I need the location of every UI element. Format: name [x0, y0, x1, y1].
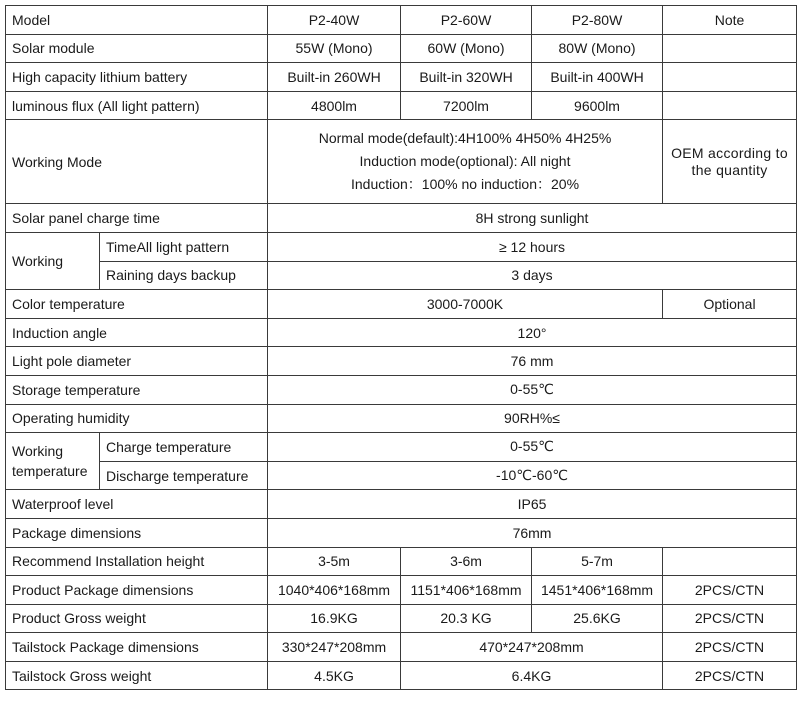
tailstock-weight-label: Tailstock Gross weight [6, 661, 268, 690]
package-dims-label: Package dimensions [6, 518, 268, 547]
working-row-1 [6, 232, 797, 261]
working-rain-label: Raining days backup [100, 261, 268, 290]
tailstock-package-label: Tailstock Package dimensions [6, 633, 268, 662]
charge-temp-label: Charge temperature [100, 433, 268, 462]
working-mode-label: Working Mode [6, 120, 268, 204]
tailstock-package-p60-p80: 470*247*208mm [401, 633, 663, 662]
waterproof-value: IP65 [268, 490, 797, 519]
product-weight-note: 2PCS/CTN [663, 604, 797, 633]
install-height-p40: 3-5m [268, 547, 401, 576]
working-mode-note [663, 120, 797, 204]
solar-module-label: Solar module [6, 34, 268, 63]
package-dims-value: 76mm [268, 518, 797, 547]
flux-p60: 7200lm [401, 91, 532, 120]
battery-note [663, 63, 797, 92]
discharge-temp-value: -10℃-60℃ [268, 461, 797, 490]
charge-time-label: Solar panel charge time [6, 204, 268, 233]
install-height-label: Recommend Installation height [6, 547, 268, 576]
oem-note: OEM according to the quantity [671, 144, 788, 178]
header-note: Note [663, 6, 797, 35]
discharge-temp-label: Discharge temperature [100, 461, 268, 490]
induction-angle-row [6, 318, 797, 347]
working-mode-value [268, 120, 663, 204]
working-temp-label: Working temperature [6, 433, 100, 490]
working-temp-row-2 [6, 461, 797, 490]
tailstock-weight-p60-p80: 6.4KG [401, 661, 663, 690]
product-package-row [6, 576, 797, 605]
color-temp-row [6, 290, 797, 319]
tailstock-weight-note: 2PCS/CTN [663, 661, 797, 690]
waterproof-label: Waterproof level [6, 490, 268, 519]
install-height-row [6, 547, 797, 576]
waterproof-row [6, 490, 797, 519]
flux-p80: 9600lm [532, 91, 663, 120]
product-weight-p40: 16.9KG [268, 604, 401, 633]
color-temp-note: Optional [663, 290, 797, 319]
product-weight-row [6, 604, 797, 633]
humidity-row [6, 404, 797, 433]
flux-p40: 4800lm [268, 91, 401, 120]
solar-module-row [6, 34, 797, 63]
flux-row [6, 91, 797, 120]
pole-diameter-row [6, 347, 797, 376]
product-package-p60: 1151*406*168mm [401, 576, 532, 605]
product-weight-label: Product Gross weight [6, 604, 268, 633]
battery-p80: Built-in 400WH [532, 63, 663, 92]
tailstock-package-row [6, 633, 797, 662]
tailstock-package-note: 2PCS/CTN [663, 633, 797, 662]
charge-time-row [6, 204, 797, 233]
working-mode-line-3: Induction：100% no induction：20% [350, 176, 580, 193]
product-package-p80: 1451*406*168mm [532, 576, 663, 605]
package-dims-row [6, 518, 797, 547]
tailstock-weight-row [6, 661, 797, 690]
install-height-p80: 5-7m [532, 547, 663, 576]
charge-time-value: 8H strong sunlight [268, 204, 797, 233]
battery-row [6, 63, 797, 92]
induction-angle-label: Induction angle [6, 318, 268, 347]
working-mode-row [6, 120, 797, 204]
working-temp-row-1 [6, 433, 797, 462]
induction-angle-value: 120° [268, 318, 797, 347]
product-weight-p60: 20.3 KG [401, 604, 532, 633]
storage-temp-value: 0-55℃ [268, 375, 797, 404]
header-p2-40w: P2-40W [268, 6, 401, 35]
charge-temp-value: 0-55℃ [268, 433, 797, 462]
install-height-note [663, 547, 797, 576]
battery-p40: Built-in 260WH [268, 63, 401, 92]
pole-diameter-label: Light pole diameter [6, 347, 268, 376]
tailstock-package-p40: 330*247*208mm [268, 633, 401, 662]
humidity-value: 90RH%≤ [268, 404, 797, 433]
tailstock-weight-p40: 4.5KG [268, 661, 401, 690]
solar-module-note [663, 34, 797, 63]
storage-temp-row [6, 375, 797, 404]
solar-module-p80: 80W (Mono) [532, 34, 663, 63]
working-time-value: ≥ 12 hours [268, 232, 797, 261]
flux-note [663, 91, 797, 120]
header-p2-60w: P2-60W [401, 6, 532, 35]
working-label: Working [6, 232, 100, 289]
header-p2-80w: P2-80W [532, 6, 663, 35]
color-temp-label: Color temperature [6, 290, 268, 319]
header-model: Model [6, 6, 268, 35]
spec-table [5, 5, 797, 690]
working-rain-value: 3 days [268, 261, 797, 290]
flux-label: luminous flux (All light pattern) [6, 91, 268, 120]
humidity-label: Operating humidity [6, 404, 268, 433]
product-weight-p80: 25.6KG [532, 604, 663, 633]
product-package-p40: 1040*406*168mm [268, 576, 401, 605]
solar-module-p40: 55W (Mono) [268, 34, 401, 63]
working-mode-line-2: Induction mode(optional): All night [359, 153, 571, 170]
working-mode-line-1: Normal mode(default):4H100% 4H50% 4H25% [318, 130, 612, 147]
working-time-label: TimeAll light pattern [100, 232, 268, 261]
storage-temp-label: Storage temperature [6, 375, 268, 404]
battery-label: High capacity lithium battery [6, 63, 268, 92]
product-package-note: 2PCS/CTN [663, 576, 797, 605]
battery-p60: Built-in 320WH [401, 63, 532, 92]
working-row-2 [6, 261, 797, 290]
pole-diameter-value: 76 mm [268, 347, 797, 376]
install-height-p60: 3-6m [401, 547, 532, 576]
product-package-label: Product Package dimensions [6, 576, 268, 605]
header-row [6, 6, 797, 35]
color-temp-value: 3000-7000K [268, 290, 663, 319]
solar-module-p60: 60W (Mono) [401, 34, 532, 63]
